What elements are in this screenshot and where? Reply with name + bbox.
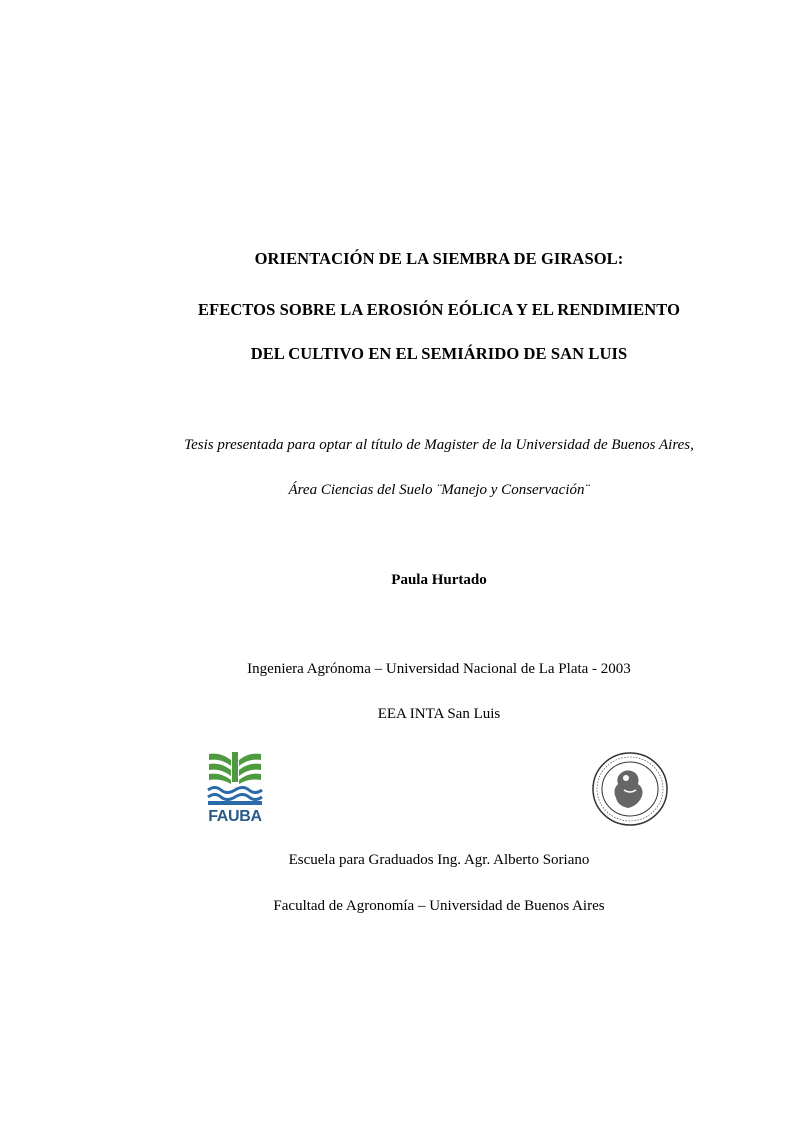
subtitle-line-2: Área Ciencias del Suelo ¨Manejo y Conservación¨ — [288, 482, 590, 498]
uba-seal — [590, 750, 670, 828]
title-line-1: ORIENTACIÓN DE LA SIEMBRA DE GIRASOL: — [254, 249, 624, 268]
author-degree: Ingeniera Agrónoma – Universidad Nacional de La Plata - 2003 — [247, 661, 631, 677]
university-seal-icon — [590, 750, 670, 828]
fauba-logo-text: FAUBA — [208, 808, 262, 825]
subtitle-line-1: Tesis presentada para optar al título de Magister de la Universidad de Buenos Aires, — [184, 437, 694, 453]
title-line-3: DEL CULTIVO EN EL SEMIÁRIDO DE SAN LUIS — [250, 344, 628, 363]
author-name: Paula Hurtado — [391, 572, 487, 588]
title-line-2: EFECTOS SOBRE LA EROSIÓN EÓLICA Y EL RENDIMIENTO — [197, 300, 681, 319]
author-institution: EEA INTA San Luis — [377, 706, 501, 722]
graduate-school: Escuela para Graduados Ing. Agr. Alberto Soriano — [288, 852, 590, 868]
fauba-logo — [207, 750, 263, 828]
fauba-emblem-icon — [207, 750, 263, 806]
faculty-name: Facultad de Agronomía – Universidad de Buenos Aires — [273, 898, 605, 914]
